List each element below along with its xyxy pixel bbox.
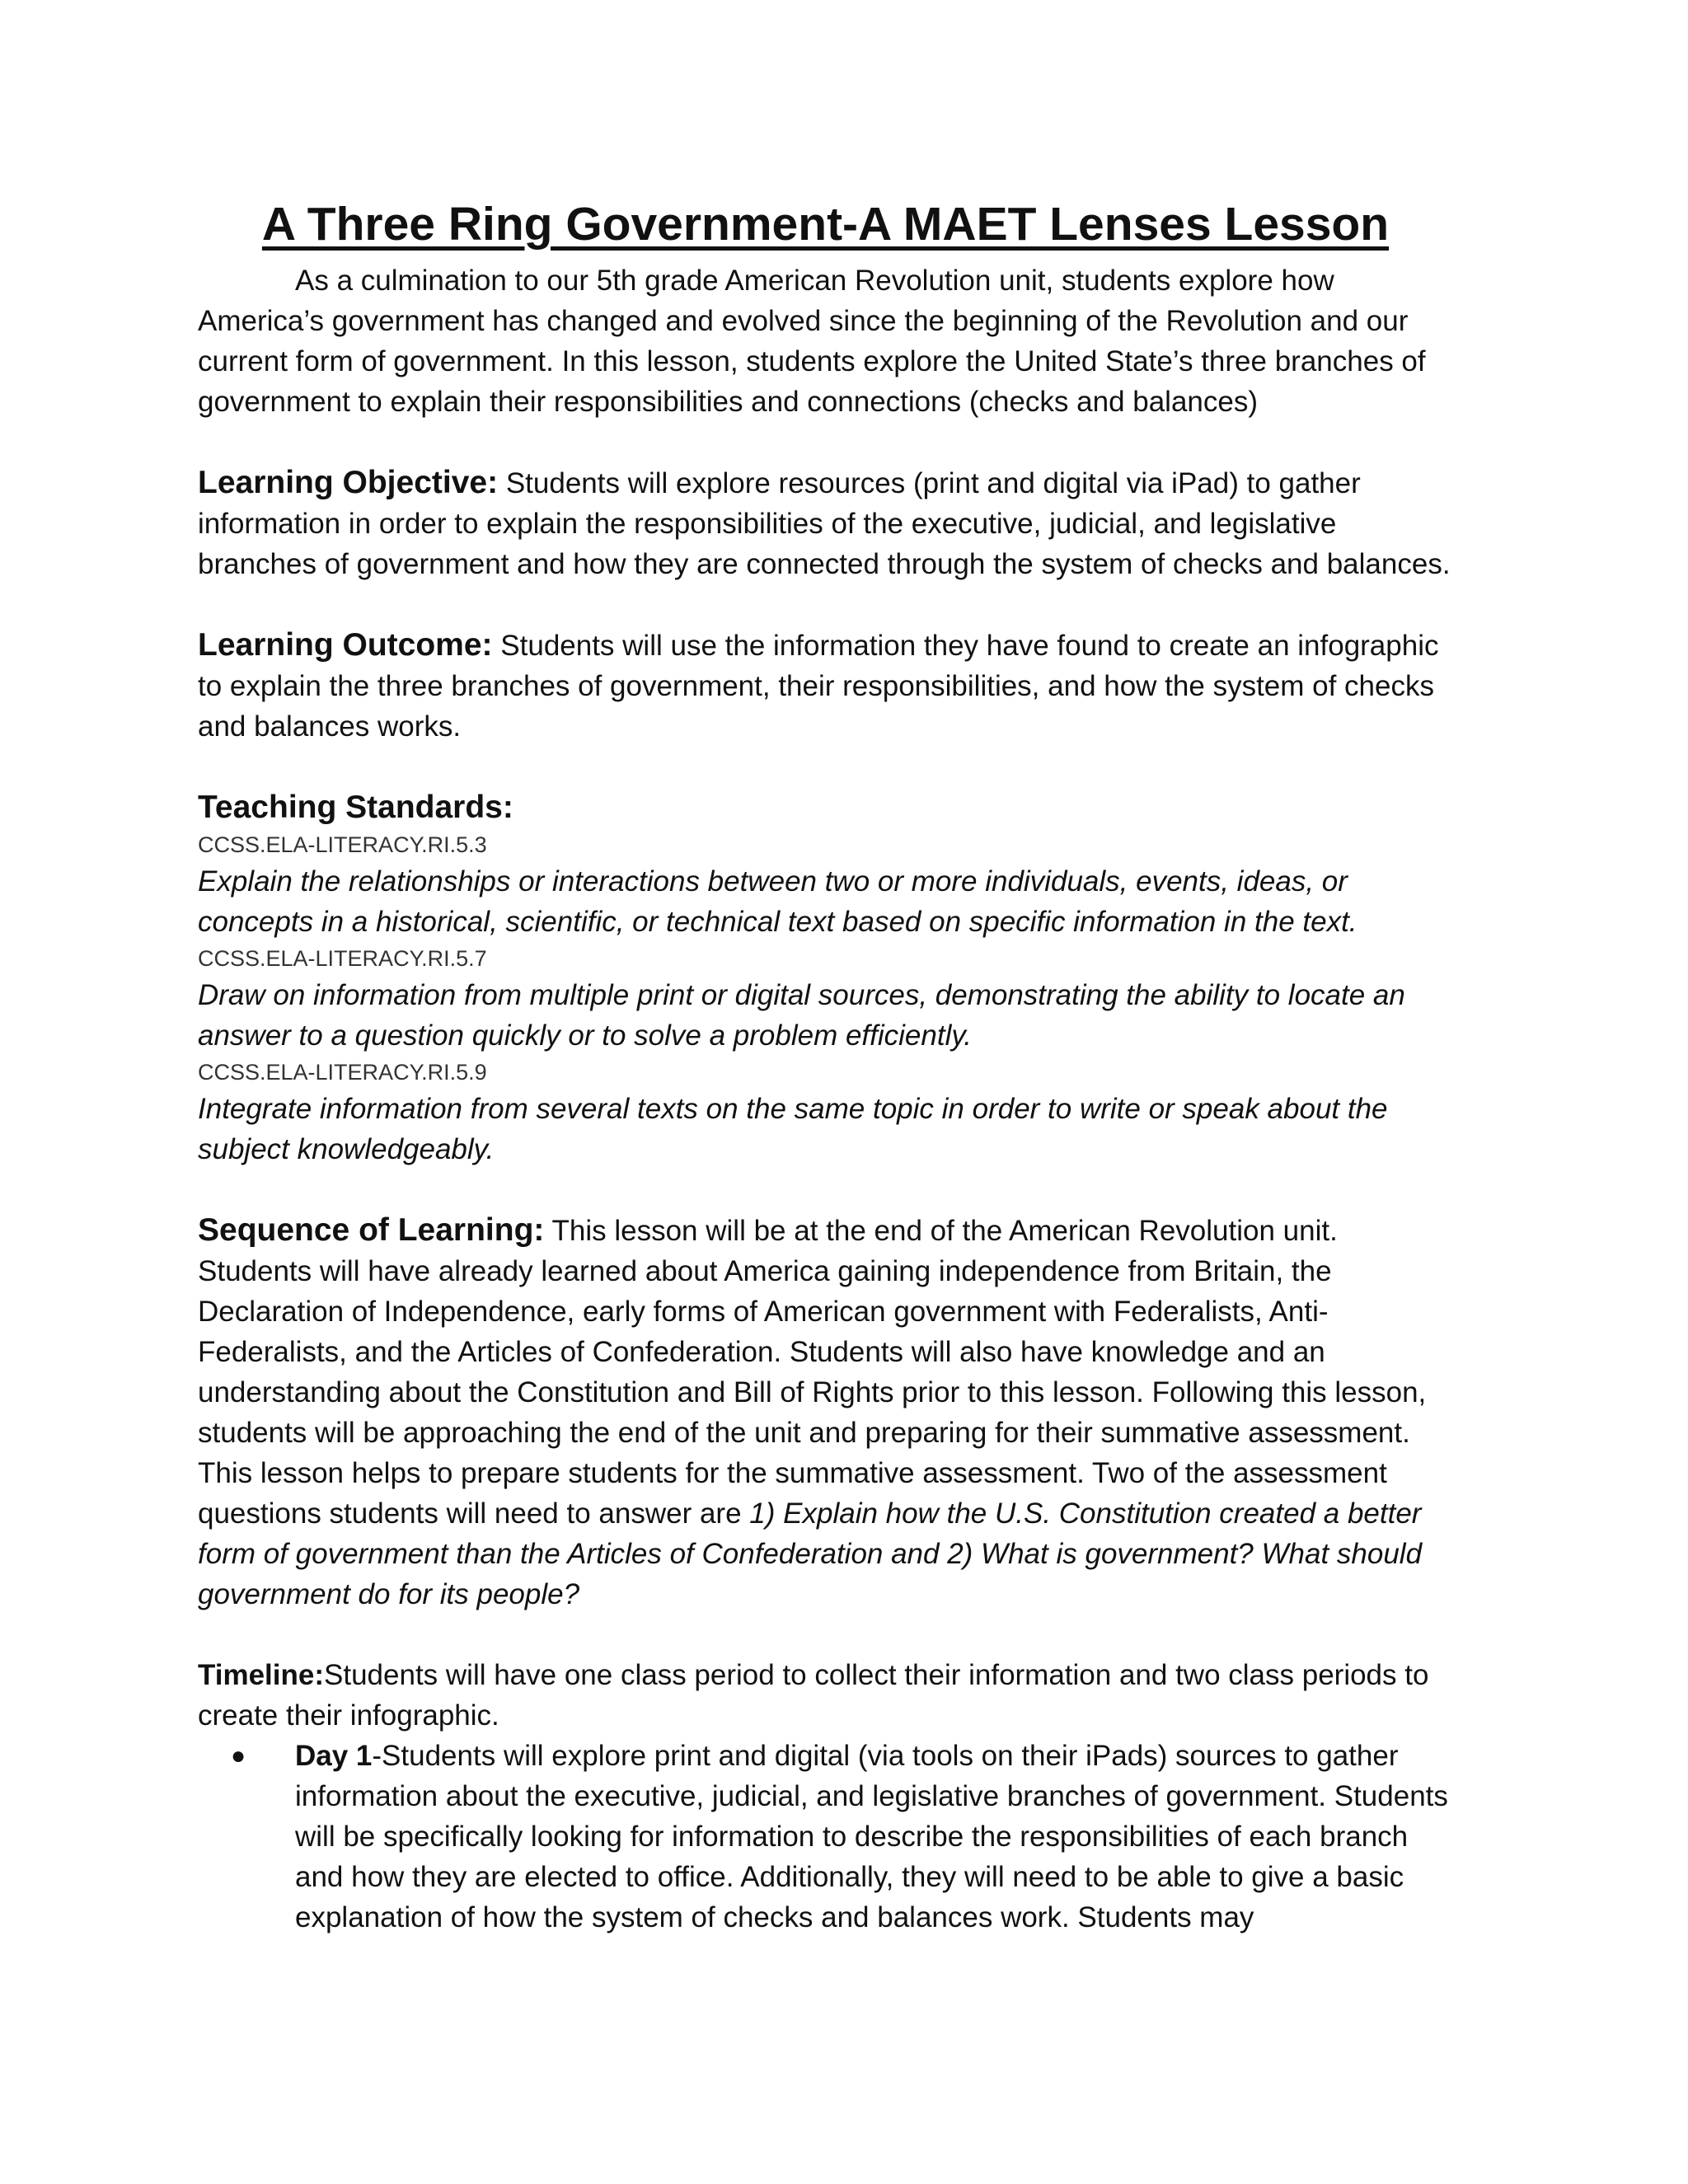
teaching-standards-label: Teaching Standards:: [198, 790, 513, 825]
standard-text: Explain the relationships or interactions between two or more individuals, events, ideas, or concepts in a historical, scientific, or technical text based on specific information in the text.: [198, 865, 1357, 938]
standard-code: CCSS.ELA-LITERACY.RI.5.7: [198, 946, 487, 971]
standard-text: Draw on information from multiple print or digital sources, demonstrating the ability to locate an answer to a question quickly or to solve a problem efficiently.: [198, 979, 1405, 1052]
day-label: Day 1: [295, 1740, 373, 1772]
learning-objective-text: Students will explore resources (print and digital via iPad) to gather information in order to explain the responsibilities of the executive, judicial, and legislative branches of government and how they are connected through the system of checks and balances.: [198, 467, 1451, 580]
timeline: [198, 1655, 1453, 1736]
sequence-text: This lesson will be at the end of the American Revolution unit. Students will have already learned about America gaining independence from Britain, the Declaration of Independence, early forms of American government with Federalists, Anti-Federalists, and the Articles of Confederation. Students will also have knowledge and an understanding about the Constitution and Bill of Rights prior to this lesson. Following this lesson, students will be approaching the end of the unit and preparing for their summative assessment. This lesson helps to prepare students for the summative assessment. Two of the assessment questions students will need to answer are: [198, 1215, 1427, 1530]
list-item: [231, 1736, 1453, 1938]
intro-paragraph: As a culmination to our 5th grade American Revolution unit, students explore how America’s government has changed and evolved since the beginning of the Revolution and our current form of government. In this lesson, students explore the United State’s three branches of government to explain their responsibilities and connections (checks and balances): [198, 265, 1426, 418]
learning-objective-label: Learning Objective:: [198, 465, 499, 500]
timeline-label: Timeline:: [198, 1659, 325, 1691]
document-title: A Three Ring Government-A MAET Lenses Lesson: [261, 198, 1390, 251]
bullet-icon: ●: [231, 1742, 246, 1769]
learning-objective: [198, 462, 1453, 584]
sequence-of-learning: [198, 1210, 1453, 1615]
timeline-text: Students will have one class period to collect their information and two class periods to create their infographic.: [198, 1659, 1429, 1732]
timeline-days-list: [198, 1736, 1453, 1938]
day-text: -Students will explore print and digital (via tools on their iPads) sources to gather information about the executive, judicial, and legislative branches of government. Students will be specifically looking for information to describe the responsibilities of each branch and how they are elected to office. Additionally, they will need to be able to give a basic explanation of how the system of checks and balances work. Students may: [295, 1740, 1448, 1933]
standard-code: CCSS.ELA-LITERACY.RI.5.3: [198, 832, 487, 857]
learning-outcome: [198, 625, 1453, 747]
sequence-label: Sequence of Learning:: [198, 1212, 545, 1248]
learning-outcome-label: Learning Outcome:: [198, 627, 493, 663]
standard-text: Integrate information from several texts on the same topic in order to write or speak about the subject knowledgeably.: [198, 1093, 1388, 1165]
learning-outcome-text: Students will use the information they have found to create an infographic to explain the three branches of government, their responsibilities, and how the system of checks and balances works.: [198, 630, 1439, 743]
standard-code: CCSS.ELA-LITERACY.RI.5.9: [198, 1060, 487, 1085]
sequence-questions: 1) Explain how the U.S. Constitution created a better form of government than the Articles of Confederation and 2) What is government? What should government do for its people?: [198, 1497, 1423, 1610]
teaching-standards-heading: [198, 787, 1453, 828]
